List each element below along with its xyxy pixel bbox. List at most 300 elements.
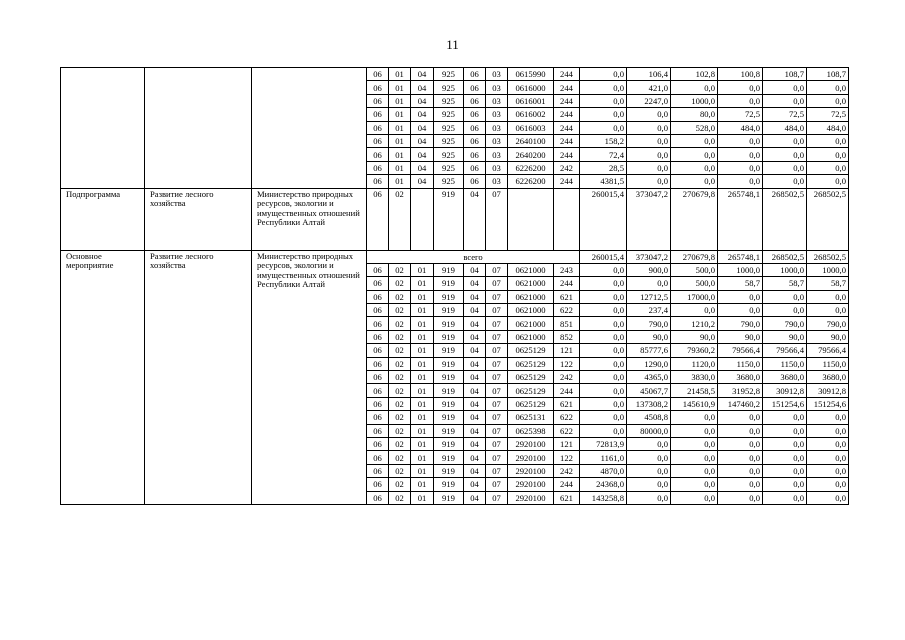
value-cell: 0,0 bbox=[627, 161, 671, 174]
code-cell: 02 bbox=[389, 371, 411, 384]
code-cell: 925 bbox=[434, 148, 464, 161]
value-cell: 72,5 bbox=[807, 108, 849, 121]
code-cell: 919 bbox=[434, 464, 464, 477]
value-cell: 0,0 bbox=[671, 134, 718, 147]
value-cell: 17000,0 bbox=[671, 290, 718, 303]
value-cell: 1000,0 bbox=[671, 94, 718, 107]
value-cell: 0,0 bbox=[763, 437, 807, 450]
value-cell: 900,0 bbox=[627, 263, 671, 276]
value-cell: 0,0 bbox=[718, 304, 763, 317]
code-cell: 03 bbox=[486, 68, 508, 81]
section-previous-continuation bbox=[61, 68, 849, 189]
code-cell: 919 bbox=[434, 277, 464, 290]
code-cell: 07 bbox=[486, 330, 508, 343]
code-cell: 02 bbox=[389, 464, 411, 477]
activity-type: Основное мероприятие bbox=[61, 250, 145, 504]
code-cell: 07 bbox=[486, 411, 508, 424]
code-cell: 01 bbox=[411, 491, 434, 504]
value-cell: 0,0 bbox=[763, 304, 807, 317]
code-cell: 03 bbox=[486, 134, 508, 147]
value-cell: 108,7 bbox=[807, 68, 849, 81]
value-cell: 0,0 bbox=[807, 161, 849, 174]
code-cell: 04 bbox=[464, 304, 486, 317]
value-cell: 0,0 bbox=[627, 478, 671, 491]
value-cell: 790,0 bbox=[763, 317, 807, 330]
code-cell: 244 bbox=[554, 478, 580, 491]
name-cell-empty bbox=[145, 68, 252, 189]
code-cell: 01 bbox=[411, 451, 434, 464]
code-cell: 0615990 bbox=[508, 68, 554, 81]
code-cell: 03 bbox=[486, 94, 508, 107]
value-cell: 0,0 bbox=[718, 290, 763, 303]
code-cell: 0621000 bbox=[508, 277, 554, 290]
code-cell: 01 bbox=[411, 263, 434, 276]
value-cell: 0,0 bbox=[671, 148, 718, 161]
value-cell: 80000,0 bbox=[627, 424, 671, 437]
code-cell: 06 bbox=[367, 371, 389, 384]
code-cell: 01 bbox=[411, 304, 434, 317]
code-cell: 02 bbox=[389, 491, 411, 504]
code-cell: 04 bbox=[411, 161, 434, 174]
value-cell: 3830,0 bbox=[671, 371, 718, 384]
value-cell: 0,0 bbox=[807, 94, 849, 107]
value-cell: 0,0 bbox=[718, 175, 763, 188]
value-cell: 0,0 bbox=[763, 290, 807, 303]
activity-executor: Министерство природных ресурсов, экологии и имущественных отношений Республики Алтай bbox=[252, 250, 367, 504]
value-cell: 3680,0 bbox=[718, 371, 763, 384]
code-cell: 04 bbox=[464, 424, 486, 437]
code-cell: 0625129 bbox=[508, 344, 554, 357]
code-cell bbox=[508, 188, 554, 250]
code-cell: 01 bbox=[389, 108, 411, 121]
value-cell: 2247,0 bbox=[627, 94, 671, 107]
value-cell: 1000,0 bbox=[807, 263, 849, 276]
value-cell: 1150,0 bbox=[718, 357, 763, 370]
code-cell: 01 bbox=[389, 148, 411, 161]
code-cell: 0625129 bbox=[508, 357, 554, 370]
value-cell: 0,0 bbox=[580, 424, 627, 437]
code-cell: 02 bbox=[389, 397, 411, 410]
code-cell: 0621000 bbox=[508, 304, 554, 317]
code-cell: 242 bbox=[554, 161, 580, 174]
code-cell: 04 bbox=[464, 464, 486, 477]
code-cell: 02 bbox=[389, 330, 411, 343]
code-cell: 04 bbox=[464, 263, 486, 276]
value-cell: 0,0 bbox=[763, 424, 807, 437]
code-cell: 07 bbox=[486, 357, 508, 370]
code-cell: 06 bbox=[367, 94, 389, 107]
value-cell: 790,0 bbox=[627, 317, 671, 330]
code-cell: 06 bbox=[464, 161, 486, 174]
value-cell: 0,0 bbox=[627, 464, 671, 477]
code-cell: 06 bbox=[367, 464, 389, 477]
value-cell: 0,0 bbox=[627, 277, 671, 290]
code-cell: 02 bbox=[389, 344, 411, 357]
value-cell: 373047,2 bbox=[627, 250, 671, 263]
code-cell: 06 bbox=[464, 94, 486, 107]
code-cell: 244 bbox=[554, 148, 580, 161]
value-cell: 90,0 bbox=[807, 330, 849, 343]
value-cell: 0,0 bbox=[807, 304, 849, 317]
table-row bbox=[61, 68, 849, 81]
code-cell: 02 bbox=[389, 277, 411, 290]
code-cell: 06 bbox=[367, 437, 389, 450]
code-cell: 121 bbox=[554, 344, 580, 357]
code-cell: 02 bbox=[389, 290, 411, 303]
subprogram-type: Подпрограмма bbox=[61, 188, 145, 250]
code-cell: 244 bbox=[554, 108, 580, 121]
value-cell: 28,5 bbox=[580, 161, 627, 174]
value-cell: 0,0 bbox=[580, 94, 627, 107]
code-cell: 01 bbox=[389, 175, 411, 188]
value-cell: 0,0 bbox=[627, 175, 671, 188]
value-cell: 0,0 bbox=[671, 424, 718, 437]
value-cell: 1161,0 bbox=[580, 451, 627, 464]
code-cell: 01 bbox=[389, 68, 411, 81]
value-cell: 79566,4 bbox=[807, 344, 849, 357]
value-cell: 0,0 bbox=[580, 317, 627, 330]
code-cell: 919 bbox=[434, 304, 464, 317]
section-subprogram bbox=[61, 188, 849, 250]
code-cell: 243 bbox=[554, 263, 580, 276]
value-cell: 0,0 bbox=[807, 478, 849, 491]
code-cell: 07 bbox=[486, 188, 508, 250]
value-cell: 90,0 bbox=[718, 330, 763, 343]
code-cell: 06 bbox=[367, 344, 389, 357]
value-cell: 0,0 bbox=[807, 148, 849, 161]
value-cell: 0,0 bbox=[580, 81, 627, 94]
code-cell: 244 bbox=[554, 94, 580, 107]
code-cell: 0621000 bbox=[508, 263, 554, 276]
code-cell: 244 bbox=[554, 121, 580, 134]
code-cell: 0616000 bbox=[508, 81, 554, 94]
code-cell: 04 bbox=[464, 277, 486, 290]
value-cell: 0,0 bbox=[718, 161, 763, 174]
code-cell: 06 bbox=[367, 304, 389, 317]
value-cell: 145610,9 bbox=[671, 397, 718, 410]
value-cell: 484,0 bbox=[807, 121, 849, 134]
code-cell: 6226200 bbox=[508, 161, 554, 174]
code-cell: 07 bbox=[486, 290, 508, 303]
code-cell: 121 bbox=[554, 437, 580, 450]
total-label: всего bbox=[367, 250, 580, 263]
code-cell: 0621000 bbox=[508, 330, 554, 343]
code-cell: 04 bbox=[411, 121, 434, 134]
code-cell: 02 bbox=[389, 317, 411, 330]
value-cell: 0,0 bbox=[807, 175, 849, 188]
code-cell: 02 bbox=[389, 304, 411, 317]
value-cell: 268502,5 bbox=[807, 250, 849, 263]
code-cell: 06 bbox=[464, 175, 486, 188]
value-cell: 0,0 bbox=[671, 478, 718, 491]
value-cell: 31952,8 bbox=[718, 384, 763, 397]
value-cell: 151254,6 bbox=[763, 397, 807, 410]
code-cell: 04 bbox=[464, 491, 486, 504]
code-cell: 925 bbox=[434, 161, 464, 174]
value-cell: 265748,1 bbox=[718, 188, 763, 250]
code-cell: 07 bbox=[486, 304, 508, 317]
value-cell: 4508,8 bbox=[627, 411, 671, 424]
value-cell: 1000,0 bbox=[763, 263, 807, 276]
code-cell: 06 bbox=[367, 384, 389, 397]
subprogram-executor: Министерство природных ресурсов, экологии и имущественных отношений Республики Алтай bbox=[252, 188, 367, 250]
value-cell: 528,0 bbox=[671, 121, 718, 134]
value-cell: 0,0 bbox=[718, 478, 763, 491]
code-cell: 07 bbox=[486, 424, 508, 437]
code-cell: 244 bbox=[554, 384, 580, 397]
value-cell: 270679,8 bbox=[671, 188, 718, 250]
value-cell: 0,0 bbox=[580, 330, 627, 343]
code-cell: 02 bbox=[389, 424, 411, 437]
code-cell: 04 bbox=[411, 175, 434, 188]
value-cell: 0,0 bbox=[718, 134, 763, 147]
code-cell: 06 bbox=[367, 134, 389, 147]
code-cell: 2920100 bbox=[508, 464, 554, 477]
code-cell: 06 bbox=[367, 290, 389, 303]
code-cell: 06 bbox=[367, 424, 389, 437]
code-cell: 04 bbox=[464, 290, 486, 303]
value-cell: 265748,1 bbox=[718, 250, 763, 263]
code-cell: 925 bbox=[434, 175, 464, 188]
code-cell: 919 bbox=[434, 317, 464, 330]
code-cell: 06 bbox=[367, 451, 389, 464]
code-cell: 07 bbox=[486, 437, 508, 450]
code-cell: 06 bbox=[464, 108, 486, 121]
code-cell: 04 bbox=[464, 344, 486, 357]
value-cell: 147460,2 bbox=[718, 397, 763, 410]
code-cell: 04 bbox=[464, 330, 486, 343]
code-cell: 244 bbox=[554, 68, 580, 81]
code-cell bbox=[411, 188, 434, 250]
value-cell: 0,0 bbox=[763, 94, 807, 107]
code-cell: 06 bbox=[464, 148, 486, 161]
code-cell: 07 bbox=[486, 478, 508, 491]
value-cell: 0,0 bbox=[807, 491, 849, 504]
code-cell: 621 bbox=[554, 491, 580, 504]
value-cell: 4870,0 bbox=[580, 464, 627, 477]
activity-name: Развитие лесного хозяйства bbox=[145, 250, 252, 504]
code-cell: 0625129 bbox=[508, 397, 554, 410]
code-cell: 04 bbox=[464, 478, 486, 491]
value-cell: 3680,0 bbox=[807, 371, 849, 384]
value-cell: 0,0 bbox=[807, 134, 849, 147]
code-cell: 919 bbox=[434, 344, 464, 357]
code-cell: 04 bbox=[464, 411, 486, 424]
value-cell: 0,0 bbox=[807, 411, 849, 424]
value-cell: 0,0 bbox=[580, 304, 627, 317]
code-cell: 0625131 bbox=[508, 411, 554, 424]
value-cell: 0,0 bbox=[627, 134, 671, 147]
code-cell: 01 bbox=[389, 94, 411, 107]
code-cell: 925 bbox=[434, 68, 464, 81]
code-cell: 04 bbox=[411, 148, 434, 161]
code-cell: 04 bbox=[464, 188, 486, 250]
type-cell-empty bbox=[61, 68, 145, 189]
code-cell: 07 bbox=[486, 491, 508, 504]
value-cell: 0,0 bbox=[580, 371, 627, 384]
code-cell: 02 bbox=[389, 437, 411, 450]
value-cell: 0,0 bbox=[763, 81, 807, 94]
code-cell: 07 bbox=[486, 277, 508, 290]
value-cell: 0,0 bbox=[580, 411, 627, 424]
code-cell: 919 bbox=[434, 451, 464, 464]
code-cell: 01 bbox=[411, 277, 434, 290]
code-cell: 06 bbox=[367, 330, 389, 343]
code-cell: 244 bbox=[554, 277, 580, 290]
code-cell: 06 bbox=[464, 81, 486, 94]
value-cell: 0,0 bbox=[718, 464, 763, 477]
value-cell: 0,0 bbox=[627, 108, 671, 121]
section-main-activity bbox=[61, 250, 849, 504]
value-cell: 0,0 bbox=[671, 161, 718, 174]
activity-total-row bbox=[61, 250, 849, 263]
code-cell: 04 bbox=[464, 451, 486, 464]
value-cell: 0,0 bbox=[580, 290, 627, 303]
value-cell: 0,0 bbox=[718, 94, 763, 107]
value-cell: 0,0 bbox=[627, 451, 671, 464]
value-cell: 137308,2 bbox=[627, 397, 671, 410]
value-cell: 0,0 bbox=[718, 437, 763, 450]
budget-table bbox=[60, 67, 849, 505]
code-cell: 925 bbox=[434, 94, 464, 107]
code-cell: 06 bbox=[367, 397, 389, 410]
value-cell: 0,0 bbox=[671, 81, 718, 94]
value-cell: 0,0 bbox=[807, 424, 849, 437]
value-cell: 0,0 bbox=[580, 263, 627, 276]
code-cell: 01 bbox=[411, 371, 434, 384]
code-cell: 244 bbox=[554, 175, 580, 188]
value-cell: 373047,2 bbox=[627, 188, 671, 250]
code-cell: 04 bbox=[411, 94, 434, 107]
value-cell: 0,0 bbox=[763, 464, 807, 477]
code-cell: 01 bbox=[411, 330, 434, 343]
code-cell: 851 bbox=[554, 317, 580, 330]
value-cell: 268502,5 bbox=[763, 250, 807, 263]
code-cell: 04 bbox=[464, 371, 486, 384]
value-cell: 484,0 bbox=[718, 121, 763, 134]
code-cell: 06 bbox=[367, 263, 389, 276]
code-cell: 04 bbox=[464, 317, 486, 330]
value-cell: 0,0 bbox=[671, 464, 718, 477]
value-cell: 0,0 bbox=[718, 424, 763, 437]
code-cell: 919 bbox=[434, 330, 464, 343]
code-cell: 919 bbox=[434, 263, 464, 276]
value-cell: 0,0 bbox=[671, 411, 718, 424]
value-cell: 0,0 bbox=[763, 478, 807, 491]
value-cell: 1150,0 bbox=[807, 357, 849, 370]
value-cell: 0,0 bbox=[763, 175, 807, 188]
value-cell: 0,0 bbox=[763, 161, 807, 174]
value-cell: 72813,9 bbox=[580, 437, 627, 450]
code-cell: 01 bbox=[411, 344, 434, 357]
value-cell: 100,8 bbox=[718, 68, 763, 81]
code-cell: 02 bbox=[389, 451, 411, 464]
value-cell: 0,0 bbox=[763, 411, 807, 424]
code-cell: 919 bbox=[434, 290, 464, 303]
code-cell: 919 bbox=[434, 357, 464, 370]
code-cell: 919 bbox=[434, 424, 464, 437]
value-cell: 0,0 bbox=[763, 491, 807, 504]
value-cell: 0,0 bbox=[627, 437, 671, 450]
code-cell: 07 bbox=[486, 451, 508, 464]
value-cell: 0,0 bbox=[718, 81, 763, 94]
code-cell: 2640100 bbox=[508, 134, 554, 147]
code-cell: 02 bbox=[389, 411, 411, 424]
code-cell: 6226200 bbox=[508, 175, 554, 188]
value-cell: 45067,7 bbox=[627, 384, 671, 397]
code-cell: 01 bbox=[411, 384, 434, 397]
value-cell: 421,0 bbox=[627, 81, 671, 94]
value-cell: 0,0 bbox=[580, 277, 627, 290]
code-cell bbox=[554, 188, 580, 250]
code-cell: 06 bbox=[367, 161, 389, 174]
value-cell: 58,7 bbox=[763, 277, 807, 290]
code-cell: 06 bbox=[464, 121, 486, 134]
value-cell: 58,7 bbox=[718, 277, 763, 290]
code-cell: 07 bbox=[486, 263, 508, 276]
code-cell: 01 bbox=[411, 464, 434, 477]
value-cell: 106,4 bbox=[627, 68, 671, 81]
value-cell: 500,0 bbox=[671, 277, 718, 290]
code-cell: 0625398 bbox=[508, 424, 554, 437]
value-cell: 237,4 bbox=[627, 304, 671, 317]
code-cell: 01 bbox=[389, 81, 411, 94]
value-cell: 0,0 bbox=[763, 148, 807, 161]
value-cell: 268502,5 bbox=[763, 188, 807, 250]
code-cell: 01 bbox=[411, 317, 434, 330]
value-cell: 4365,0 bbox=[627, 371, 671, 384]
value-cell: 102,8 bbox=[671, 68, 718, 81]
code-cell: 06 bbox=[367, 478, 389, 491]
code-cell: 04 bbox=[464, 437, 486, 450]
code-cell: 122 bbox=[554, 451, 580, 464]
code-cell: 02 bbox=[389, 478, 411, 491]
code-cell: 04 bbox=[464, 357, 486, 370]
code-cell: 04 bbox=[411, 81, 434, 94]
value-cell: 21458,5 bbox=[671, 384, 718, 397]
code-cell: 06 bbox=[367, 411, 389, 424]
code-cell: 06 bbox=[367, 491, 389, 504]
code-cell: 852 bbox=[554, 330, 580, 343]
code-cell: 01 bbox=[389, 121, 411, 134]
value-cell: 79360,2 bbox=[671, 344, 718, 357]
code-cell: 07 bbox=[486, 371, 508, 384]
code-cell: 03 bbox=[486, 161, 508, 174]
code-cell: 07 bbox=[486, 397, 508, 410]
code-cell: 07 bbox=[486, 317, 508, 330]
value-cell: 0,0 bbox=[718, 411, 763, 424]
code-cell: 03 bbox=[486, 175, 508, 188]
value-cell: 0,0 bbox=[807, 290, 849, 303]
subprogram-name: Развитие лесного хозяйства bbox=[145, 188, 252, 250]
code-cell: 925 bbox=[434, 134, 464, 147]
code-cell: 242 bbox=[554, 371, 580, 384]
value-cell: 0,0 bbox=[580, 397, 627, 410]
code-cell: 04 bbox=[411, 108, 434, 121]
code-cell: 622 bbox=[554, 304, 580, 317]
code-cell: 06 bbox=[367, 148, 389, 161]
code-cell: 06 bbox=[367, 317, 389, 330]
code-cell: 01 bbox=[411, 437, 434, 450]
value-cell: 260015,4 bbox=[580, 188, 627, 250]
value-cell: 484,0 bbox=[763, 121, 807, 134]
value-cell: 0,0 bbox=[671, 175, 718, 188]
value-cell: 270679,8 bbox=[671, 250, 718, 263]
code-cell: 06 bbox=[367, 277, 389, 290]
code-cell: 06 bbox=[367, 188, 389, 250]
value-cell: 1150,0 bbox=[763, 357, 807, 370]
code-cell: 2920100 bbox=[508, 437, 554, 450]
